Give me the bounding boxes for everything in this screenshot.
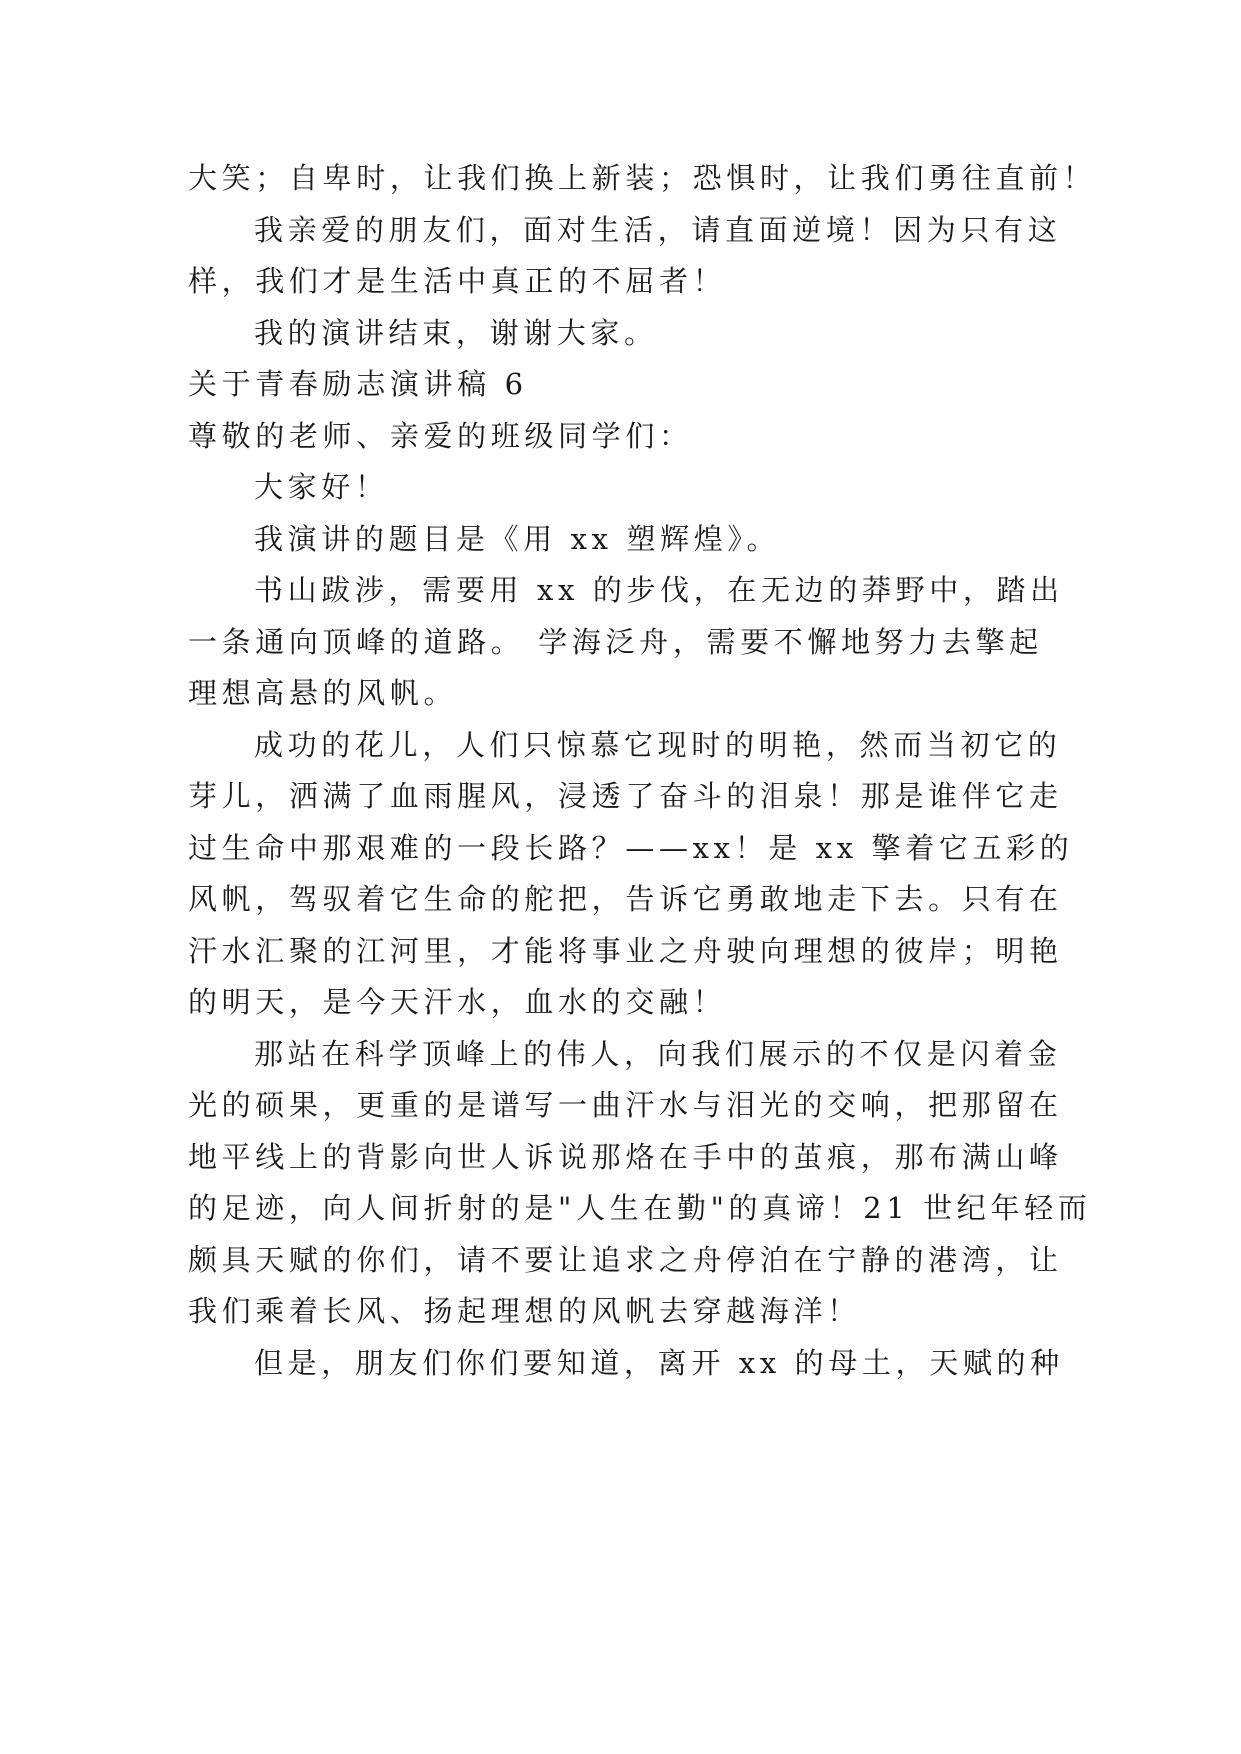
text-line: 颇具天赋的你们，请不要让追求之舟停泊在宁静的港湾，让 [188, 1243, 1063, 1277]
paragraph-line: 我演讲的题目是《用 xx 塑辉煌》。 [254, 522, 781, 556]
text-line: 理想高悬的风帆。 [188, 676, 458, 710]
text-line: 地平线上的背影向世人诉说那烙在手中的茧痕，那布满山峰 [188, 1140, 1063, 1174]
text-line: 的足迹，向人间折射的是"人生在勤"的真谛！21 世纪年轻而 [188, 1191, 1092, 1225]
paragraph-line: 成功的花儿，人们只惊慕它现时的明艳，然而当初它的 [254, 728, 1062, 762]
paragraph-line: 书山跋涉，需要用 xx 的步伐，在无边的莽野中，踏出 [254, 573, 1064, 607]
text-line: 芽儿，洒满了血雨腥风，浸透了奋斗的泪泉！那是谁伴它走 [188, 779, 1063, 813]
section-title: 关于青春励志演讲稿 6 [188, 367, 528, 401]
text-line: 我们乘着长风、扬起理想的风帆去穿越海洋！ [188, 1294, 861, 1328]
paragraph-line: 我亲爱的朋友们，面对生活，请直面逆境！因为只有这 [254, 213, 1062, 247]
text-line: 汗水汇聚的江河里，才能将事业之舟驶向理想的彼岸；明艳 [188, 934, 1063, 968]
paragraph-line: 那站在科学顶峰上的伟人，向我们展示的不仅是闪着金 [254, 1037, 1062, 1071]
salutation: 尊敬的老师、亲爱的班级同学们： [188, 419, 693, 453]
paragraph-line: 但是，朋友们你们要知道，离开 xx 的母土，天赋的种 [254, 1346, 1064, 1380]
text-line: 风帆，驾驭着它生命的舵把，告诉它勇敢地走下去。只有在 [188, 882, 1063, 916]
greeting: 大家好！ [254, 470, 389, 504]
text-line: 大笑；自卑时，让我们换上新装；恐惧时，让我们勇往直前！ [188, 161, 1097, 195]
text-line: 光的硕果，更重的是谱写一曲汗水与泪光的交响，把那留在 [188, 1088, 1063, 1122]
paragraph-line: 我的演讲结束，谢谢大家。 [254, 316, 658, 350]
text-line: 过生命中那艰难的一段长路？——xx！是 xx 擎着它五彩的 [188, 831, 1074, 865]
text-line: 的明天，是今天汗水，血水的交融！ [188, 985, 727, 1019]
text-line: 一条通向顶峰的道路。 学海泛舟，需要不懈地努力去擎起 [188, 625, 1043, 659]
text-line: 样，我们才是生活中真正的不屈者！ [188, 264, 727, 298]
